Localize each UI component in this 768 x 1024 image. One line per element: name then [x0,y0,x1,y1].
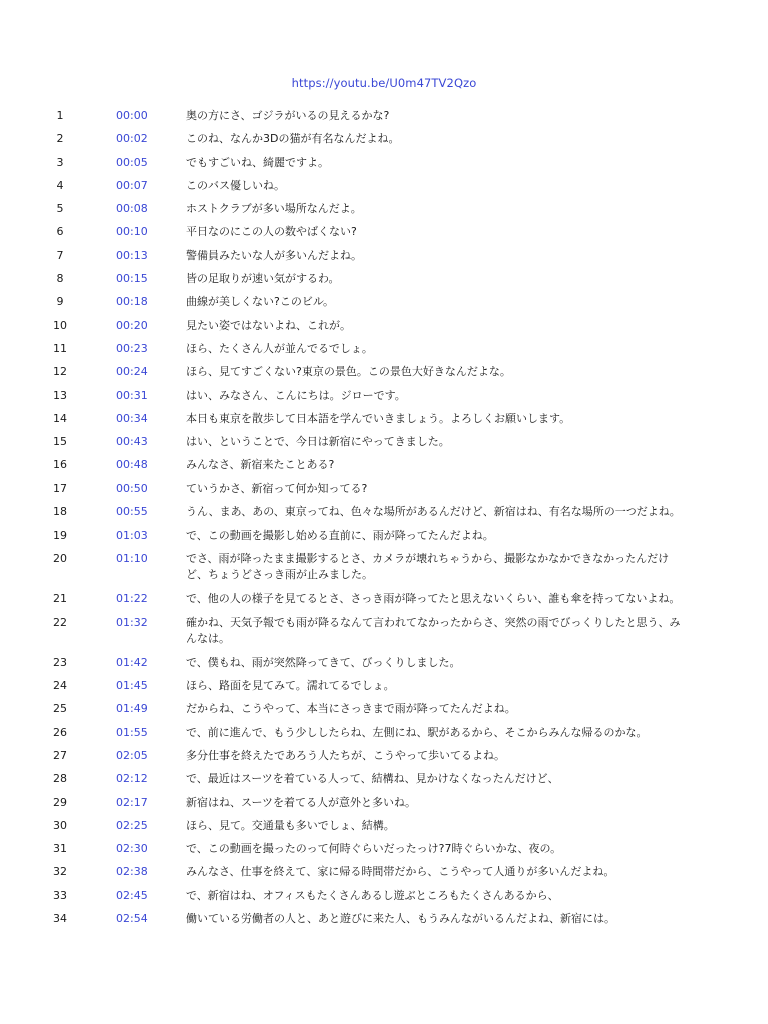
transcript-row [0,248,768,264]
transcript-row [0,678,768,694]
caption-text: 警備員みたいな人が多いんだよね。 [186,248,362,262]
timestamp-link[interactable]: 00:23 [116,341,148,355]
transcript-row [0,725,768,741]
timestamp-link[interactable]: 00:05 [116,155,148,169]
caption-text: で、前に進んで、もう少ししたらね、左側にね、駅があるから、そこからみんな帰るのかな。 [186,725,648,739]
line-number: 15 [53,435,67,449]
caption-text: だからね、こうやって、本当にさっきまで雨が降ってたんだよね。 [186,702,516,716]
caption-text: 奥の方にさ、ゴジラがいるの見えるかな? [186,109,390,122]
transcript-row [0,155,768,171]
timestamp-link[interactable]: 02:12 [116,772,148,786]
caption-text: ほら、たくさん人が並んでるでしょ。 [186,341,373,355]
line-number: 29 [53,795,67,809]
timestamp-link[interactable]: 02:45 [116,888,148,902]
caption-text: 皆の足取りが速い気がするわ。 [186,272,340,286]
caption-text: でもすごいね、綺麗ですよ。 [186,155,329,169]
caption-text: ほら、見てすごくない?東京の景色。この景色大好きなんだよな。 [186,365,511,379]
transcript-row [0,411,768,427]
line-number: 33 [53,888,67,902]
transcript-row [0,201,768,217]
transcript-row [0,131,768,147]
timestamp-link[interactable]: 00:02 [116,132,148,146]
line-number: 9 [56,295,64,309]
caption-text: 曲線が美しくない?このビル。 [186,295,334,309]
caption-text: はい、みなさん、こんにちは。ジローです。 [186,388,406,402]
caption-text: 見たい姿ではないよね、これが。 [186,318,351,332]
line-number: 7 [56,248,64,262]
source-video-link[interactable]: https://youtu.be/U0m47TV2Qzo [291,76,477,90]
line-number: 6 [56,225,64,239]
timestamp-link[interactable]: 00:34 [116,411,148,425]
caption-text: ホストクラブが多い場所なんだよ。 [186,202,362,216]
timestamp-link[interactable]: 00:08 [116,202,148,216]
transcript-row [0,178,768,194]
timestamp-link[interactable]: 00:15 [116,272,148,286]
caption-text: ほら、見て。交通量も多いでしょ、結構。 [186,818,395,832]
line-number: 11 [53,341,67,355]
timestamp-link[interactable]: 02:38 [116,865,148,879]
transcript-row [0,294,768,310]
transcript-row [0,364,768,380]
transcript-row [0,748,768,764]
timestamp-link[interactable]: 00:20 [116,318,148,332]
timestamp-link[interactable]: 00:00 [116,109,148,122]
caption-text: 平日なのにこの人の数やばくない? [186,225,357,239]
timestamp-link[interactable]: 00:55 [116,505,148,519]
line-number: 20 [53,552,67,566]
caption-text: 本日も東京を散歩して日本語を学んでいきましょう。よろしくお願いします。 [186,411,571,425]
caption-text: ほら、路面を見てみて。濡れてるでしょ。 [186,679,395,693]
caption-text: みんなさ、仕事を終えて、家に帰る時間帯だから、こうやって人通りが多いんだよね。 [186,865,615,879]
line-number: 12 [53,365,67,379]
caption-text: ていうかさ、新宿って何か知ってる? [186,481,368,495]
line-number: 10 [53,318,67,332]
caption-text: 新宿はね、スーツを着てる人が意外と多いね。 [186,795,417,809]
timestamp-link[interactable]: 01:03 [116,529,148,543]
line-number: 3 [56,155,64,169]
line-number: 17 [53,481,67,495]
line-number: 30 [53,818,67,832]
timestamp-link[interactable]: 01:49 [116,702,148,716]
transcript-row [0,701,768,717]
caption-text: でさ、雨が降ったまま撮影するとさ、カメラが壊れちゃうから、撮影なかなかできなかったんだけど、ちょうどさっき雨が止みました。 [186,552,670,581]
line-number: 1 [56,109,64,122]
transcript-row [0,504,768,520]
line-number: 32 [53,865,67,879]
caption-text: で、この動画を撮影し始める直前に、雨が降ってたんだよね。 [186,529,494,543]
line-number: 14 [53,411,67,425]
line-number: 16 [53,458,67,472]
transcript-row [0,615,768,646]
transcript-row [0,457,768,473]
timestamp-link[interactable]: 00:48 [116,458,148,472]
line-number: 8 [56,272,64,286]
timestamp-link[interactable]: 00:10 [116,225,148,239]
timestamp-link[interactable]: 01:32 [116,616,148,630]
caption-text: で、僕もね、雨が突然降ってきて、びっくりしました。 [186,655,461,669]
transcript-row [0,911,768,927]
timestamp-link[interactable]: 00:24 [116,365,148,379]
line-number: 27 [53,748,67,762]
transcript-row [0,771,768,787]
timestamp-link[interactable]: 02:25 [116,818,148,832]
line-number: 23 [53,655,67,669]
timestamp-link[interactable]: 02:17 [116,795,148,809]
caption-text: 多分仕事を終えたであろう人たちが、こうやって歩いてるよね。 [186,748,505,762]
timestamp-link[interactable]: 02:54 [116,911,148,925]
line-number: 25 [53,702,67,716]
line-number: 21 [53,592,67,606]
line-number: 4 [56,178,64,192]
timestamp-link[interactable]: 00:31 [116,388,148,402]
transcript-row [0,481,768,497]
timestamp-link[interactable]: 01:55 [116,725,148,739]
timestamp-link[interactable]: 00:18 [116,295,148,309]
timestamp-link[interactable]: 01:42 [116,655,148,669]
line-number: 31 [53,842,67,856]
transcript-row [0,655,768,671]
caption-text: このバス優しいね。 [186,178,285,192]
transcript-row [0,841,768,857]
caption-text: で、新宿はね、オフィスもたくさんあるし遊ぶところもたくさんあるから、 [186,888,559,902]
transcript-list [0,108,768,934]
transcript-row [0,818,768,834]
line-number: 19 [53,529,67,543]
transcript-row [0,318,768,334]
line-number: 22 [53,616,67,630]
transcript-row [0,528,768,544]
transcript-row [0,388,768,404]
caption-text: で、最近はスーツを着ている人って、結構ね、見かけなくなったんだけど、 [186,772,559,786]
timestamp-link[interactable]: 00:13 [116,248,148,262]
caption-text: で、他の人の様子を見てるとさ、さっき雨が降ってたと思えないくらい、誰も傘を持ってないよね。 [186,592,681,606]
line-number: 34 [53,911,67,925]
line-number: 18 [53,505,67,519]
timestamp-link[interactable]: 00:50 [116,481,148,495]
line-number: 28 [53,772,67,786]
line-number: 26 [53,725,67,739]
transcript-row [0,434,768,450]
transcript-row [0,551,768,582]
transcript-row [0,341,768,357]
line-number: 13 [53,388,67,402]
line-number: 24 [53,679,67,693]
caption-text: このね、なんか3Dの猫が有名なんだよね。 [186,132,400,146]
line-number: 2 [56,132,64,146]
transcript-row [0,864,768,880]
transcript-row [0,795,768,811]
timestamp-link[interactable]: 01:22 [116,592,148,606]
transcript-row [0,108,768,124]
timestamp-link[interactable]: 00:43 [116,435,148,449]
transcript-row [0,888,768,904]
timestamp-link[interactable]: 01:45 [116,679,148,693]
timestamp-link[interactable]: 01:10 [116,552,148,566]
line-number: 5 [56,202,64,216]
caption-text: 確かね、天気予報でも雨が降るなんて言われてなかったからさ、突然の雨でびっくりしたと思う、みんなは。 [186,616,681,645]
transcript-row [0,271,768,287]
caption-text: 働いている労働者の人と、あと遊びに来た人、もうみんながいるんだよね、新宿には。 [186,911,615,925]
caption-text: はい、ということで、今日は新宿にやってきました。 [186,435,450,449]
transcript-row [0,224,768,240]
caption-text: で、この動画を撮ったのって何時ぐらいだったっけ?7時ぐらいかな、夜の。 [186,842,562,856]
timestamp-link[interactable]: 02:05 [116,748,148,762]
caption-text: みんなさ、新宿来たことある? [186,458,335,472]
caption-text: うん、まあ、あの、東京ってね、色々な場所があるんだけど、新宿はね、有名な場所の一つだよね。 [186,505,681,519]
timestamp-link[interactable]: 02:30 [116,842,148,856]
timestamp-link[interactable]: 00:07 [116,178,148,192]
transcript-row [0,591,768,607]
